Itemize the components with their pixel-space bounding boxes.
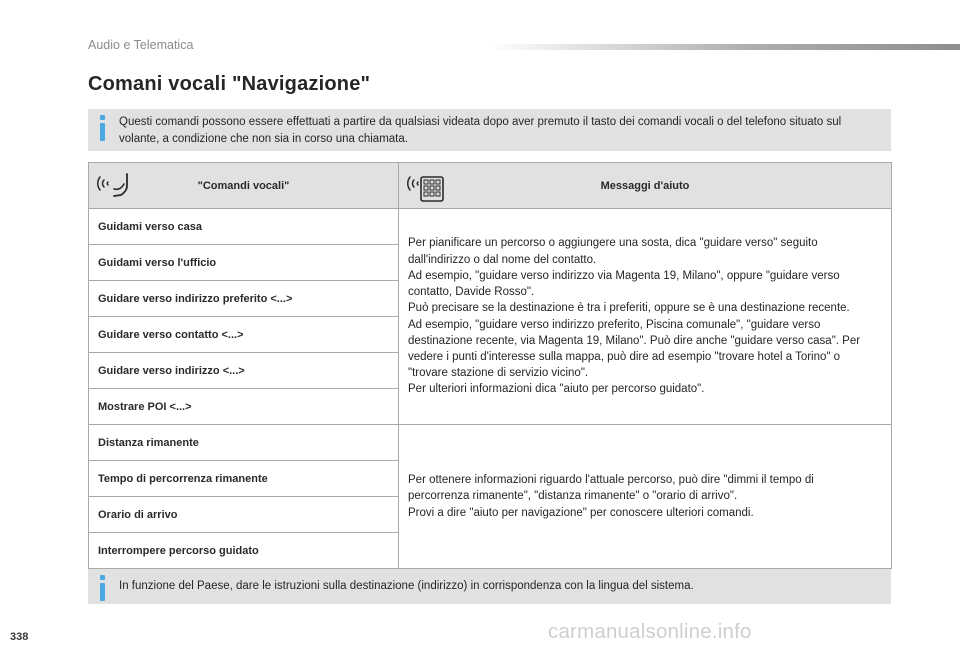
command-cell: Tempo di percorrenza rimanente bbox=[89, 461, 399, 497]
command-cell: Guidami verso casa bbox=[89, 209, 399, 245]
command-cell: Distanza rimanente bbox=[89, 425, 399, 461]
voice-commands-table bbox=[88, 162, 892, 569]
help-line: vedere i punti d'interesse sulla mappa, può dire ad esempio "trovare hotel a Torino" o bbox=[408, 350, 841, 363]
voice-keypad-icon bbox=[407, 168, 445, 203]
watermark: carmanualsonline.info bbox=[548, 620, 752, 643]
table-row bbox=[89, 425, 892, 461]
command-cell: Guidami verso l'ufficio bbox=[89, 245, 399, 281]
page-number: 338 bbox=[10, 631, 29, 643]
command-cell: Orario di arrivo bbox=[89, 497, 399, 533]
help-line: Ad esempio, "guidare verso indirizzo preferito, Piscina comunale", "guidare verso bbox=[408, 318, 821, 331]
help-cell-route-info bbox=[399, 425, 892, 569]
help-line: "trovare stazione di servizio vicino". bbox=[408, 367, 589, 380]
command-cell: Guidare verso contatto <...> bbox=[89, 317, 399, 353]
help-line: dall'indirizzo o dal nome del contatto. bbox=[408, 253, 597, 266]
help-line: percorrenza rimanente", "distanza rimanente" o "orario di arrivo". bbox=[408, 490, 738, 503]
table-row bbox=[89, 209, 892, 245]
command-cell: Guidare verso indirizzo preferito <...> bbox=[89, 281, 399, 317]
table-header-row bbox=[89, 163, 892, 209]
command-cell: Mostrare POI <...> bbox=[89, 389, 399, 425]
help-line: Per ottenere informazioni riguardo l'attuale percorso, può dire "dimmi il tempo di bbox=[408, 474, 814, 487]
info-note-top bbox=[88, 109, 891, 151]
help-line: destinazione recente, via Magenta 19, Milano". Può dire anche "guidare verso casa". Per bbox=[408, 334, 861, 347]
section-label: Audio e Telematica bbox=[88, 38, 194, 52]
command-cell: Guidare verso indirizzo <...> bbox=[89, 353, 399, 389]
page-title: Comani vocali "Navigazione" bbox=[88, 73, 371, 95]
header-help-label: Messaggi d'aiuto bbox=[600, 179, 690, 192]
header-rule bbox=[488, 44, 960, 50]
help-cell-navigation bbox=[399, 209, 892, 425]
help-line: Per ulteriori informazioni dica "aiuto per percorso guidato". bbox=[408, 383, 705, 396]
help-line: Ad esempio, "guidare verso indirizzo via Magenta 19, Milano", oppure "guidare verso bbox=[408, 269, 840, 282]
info-note-bottom bbox=[88, 569, 891, 604]
help-line: Può precisare se la destinazione è tra i preferiti, oppure se è una destinazione recente. bbox=[408, 302, 850, 315]
help-line: Per pianificare un percorso o aggiungere una sosta, dica "guidare verso" seguito bbox=[408, 237, 818, 250]
header-help bbox=[399, 163, 892, 209]
info-icon bbox=[96, 575, 108, 601]
header-commands-label: "Comandi vocali" bbox=[197, 179, 290, 192]
info-note-top-text: Questi comandi possono essere effettuati a partire da qualsiasi videata dopo aver premuto il tasto dei comandi vocali o del telefono situato sul volante, a condizione che non sia in corso una chiamata. bbox=[119, 116, 842, 145]
info-note-bottom-text: In funzione del Paese, dare le istruzioni sulla destinazione (indirizzo) in corrispondenza con la lingua del sistema. bbox=[119, 580, 694, 592]
info-icon bbox=[96, 115, 108, 141]
header-commands bbox=[89, 163, 399, 209]
voice-command-icon bbox=[97, 168, 135, 203]
help-line: Provi a dire "aiuto per navigazione" per conoscere ulteriori comandi. bbox=[408, 506, 754, 519]
command-cell: Interrompere percorso guidato bbox=[89, 533, 399, 569]
help-line: contatto, Davide Rosso". bbox=[408, 286, 535, 299]
